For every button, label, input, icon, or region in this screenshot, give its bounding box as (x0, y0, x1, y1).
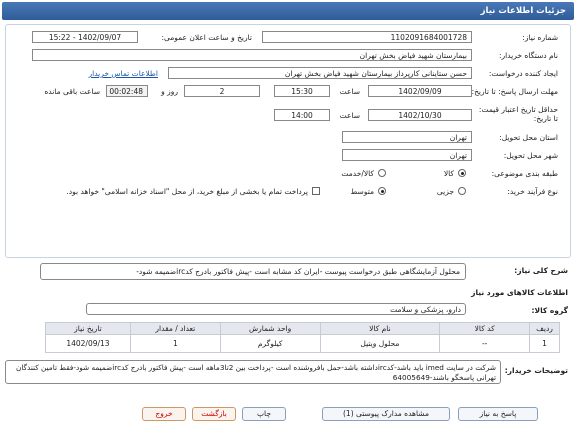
min-valid-time-field: 14:00 (274, 109, 330, 121)
category-label: طبقه بندی موضوعی: (491, 169, 558, 178)
buyer-notes-label: توضیحات خریدار: (504, 366, 568, 375)
attachments-button[interactable]: مشاهده مدارک پیوستی (1) (322, 407, 450, 421)
cell-row: 1 (530, 335, 560, 353)
goods-table-header (46, 323, 560, 335)
reply-button[interactable]: پاسخ به نیاز (458, 407, 538, 421)
goods-group-label: گروه کالا: (531, 306, 568, 315)
process-small-radio[interactable] (458, 187, 466, 195)
exit-button[interactable]: خروج (142, 407, 186, 421)
buyer-contact-link[interactable]: اطلاعات تماس خریدار (88, 69, 158, 78)
cell-qty: 1 (130, 335, 220, 353)
announce-field: 1402/09/07 - 15:22 (32, 31, 138, 43)
remaining-time-field: 00:02:48 (106, 85, 148, 97)
description-box: محلول آزمایشگاهی طبق درخواست پیوست -ایران کد مشابه است -پیش فاکتور بادرج کدircضمیمه شود- (40, 263, 466, 280)
category-service-radio[interactable] (378, 169, 386, 177)
deadline-label: مهلت ارسال پاسخ: تا تاریخ: (471, 87, 558, 96)
province-label: استان محل تحویل: (499, 133, 558, 142)
deadline-date-field: 1402/09/09 (368, 85, 472, 97)
process-medium-radio[interactable] (378, 187, 386, 195)
deadline-time-field: 15:30 (274, 85, 330, 97)
process-medium-label: متوسط (350, 187, 374, 196)
cell-unit: کیلوگرم (220, 335, 320, 353)
goods-group-field: دارو، پزشکی و سلامت (86, 303, 466, 315)
cell-name: محلول ویتیل (320, 335, 440, 353)
cell-date: 1402/09/13 (46, 335, 131, 353)
buyer-name-label: نام دستگاه خریدار: (498, 51, 558, 60)
col-name: نام کالا (320, 323, 440, 335)
back-button[interactable]: بازگشت (192, 407, 236, 421)
page-title: جزئیات اطلاعات نیاز (2, 2, 574, 20)
deadline-time-label: ساعت (339, 87, 360, 96)
remaining-label: ساعت باقی مانده (44, 87, 100, 96)
col-code: کد کالا (440, 323, 530, 335)
print-button[interactable]: چاپ (242, 407, 286, 421)
goods-table (45, 322, 560, 353)
category-goods-radio[interactable] (458, 169, 466, 177)
treasury-checkbox[interactable] (312, 187, 320, 195)
goods-section-title: اطلاعات کالاهای مورد نیاز (471, 288, 568, 297)
creator-field: حسن ستاینانی کارپرداز بیمارستان شهید فیاض بخش تهران (168, 67, 472, 79)
announce-label: تاریخ و ساعت اعلان عمومی: (161, 33, 252, 42)
min-valid-date-field: 1402/10/30 (368, 109, 472, 121)
cell-code: -- (440, 335, 530, 353)
buyer-notes-box: شرکت در سایت imed باید باشد-کدircداشته باشد-حمل بافروشنده است -پرداخت بین 2تا3ماهه است -پیش فاکتور بادرج کدircضمیمه شود-فقط تامین کنندگان تهرانی پاسخگو باشند-64005649 (5, 360, 501, 384)
days-label: روز و (161, 87, 178, 96)
need-number-label: شماره نیاز: (522, 33, 558, 42)
details-panel (5, 24, 571, 258)
category-goods-label: کالا (443, 169, 454, 178)
payment-note: پرداخت تمام یا بخشی از مبلغ خرید، از محل "اسناد خزانه اسلامی" خواهد بود. (66, 187, 308, 196)
table-row (46, 335, 560, 353)
col-qty: تعداد / مقدار (130, 323, 220, 335)
min-valid-time-label: ساعت (339, 111, 360, 120)
process-small-label: جزیی (436, 187, 454, 196)
buyer-name-field: بیمارستان شهید فیاض بخش تهران (32, 49, 472, 61)
need-number-field: 1102091684001728 (262, 31, 472, 43)
process-label: نوع فرآیند خرید: (507, 187, 558, 196)
remaining-days-field: 2 (184, 85, 260, 97)
city-label: شهر محل تحویل: (503, 151, 558, 160)
description-label: شرح کلی نیاز: (514, 266, 568, 275)
category-service-label: کالا/خدمت (341, 169, 374, 178)
col-unit: واحد شمارش (220, 323, 320, 335)
min-valid-label: حداقل تاریخ اعتبار قیمت: تا تاریخ: (478, 105, 558, 123)
col-date: تاریخ نیاز (46, 323, 131, 335)
city-field: تهران (342, 149, 472, 161)
province-field: تهران (342, 131, 472, 143)
creator-label: ایجاد کننده درخواست: (488, 69, 558, 78)
col-row: ردیف (530, 323, 560, 335)
